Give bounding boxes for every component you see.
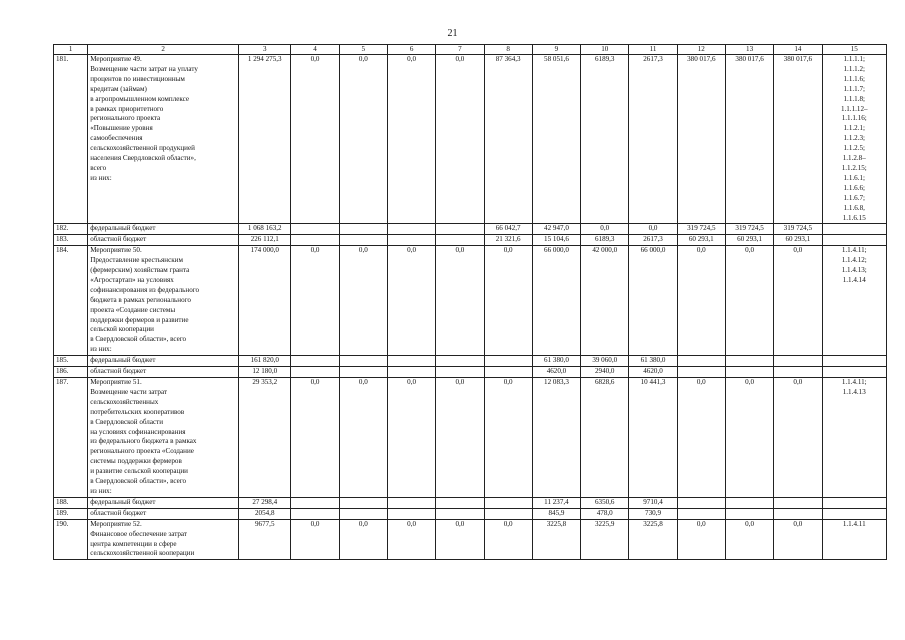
row-code-line: 1.1.2.15; <box>841 163 867 172</box>
row-name-line: сельскохозяйственной кооперации <box>90 549 195 558</box>
row-name-line: на условиях софинансирования <box>90 427 186 436</box>
row-name-line: федеральный бюджет <box>90 356 156 365</box>
row-value <box>339 508 387 519</box>
row-value: 42 947,0 <box>532 224 580 235</box>
row-number: 184. <box>54 246 88 356</box>
row-value: 66 000,0 <box>629 246 677 356</box>
row-name-line: самообеспечения <box>90 134 143 143</box>
row-value: 1 294 275,3 <box>239 55 291 224</box>
row-codes <box>822 55 887 224</box>
row-value: 0,0 <box>436 378 484 498</box>
row-codes <box>822 235 887 246</box>
table-row <box>54 55 887 224</box>
row-name <box>88 508 239 519</box>
row-value <box>484 367 532 378</box>
row-value: 0,0 <box>436 55 484 224</box>
column-header: 9 <box>532 45 580 55</box>
row-value: 0,0 <box>387 519 435 560</box>
row-value: 9677,5 <box>239 519 291 560</box>
row-name-line: Мероприятие 49. <box>90 55 142 63</box>
row-value: 0,0 <box>774 246 822 356</box>
row-value: 39 060,0 <box>581 356 629 367</box>
row-name-line: сельской кооперации <box>90 325 154 334</box>
row-value: 60 293,1 <box>677 235 725 246</box>
row-value: 0,0 <box>387 378 435 498</box>
row-name-line: Возмещение части затрат <box>90 387 168 396</box>
row-value: 11 237,4 <box>532 497 580 508</box>
row-value <box>291 508 339 519</box>
row-name-line: в рамках приоритетного <box>90 104 164 113</box>
row-value <box>677 367 725 378</box>
row-value: 0,0 <box>677 378 725 498</box>
row-value: 0,0 <box>581 224 629 235</box>
row-name-line: сельскохозяйственных <box>90 397 159 406</box>
row-code-line: 1.1.4.11; <box>841 378 867 386</box>
row-name-line: Возмещение части затрат на уплату <box>90 64 198 73</box>
row-value: 0,0 <box>436 246 484 356</box>
row-number: 182. <box>54 224 88 235</box>
row-value <box>339 224 387 235</box>
row-code-line: 1.1.1.6; <box>843 74 865 83</box>
column-header: 11 <box>629 45 677 55</box>
row-value: 2617,3 <box>629 235 677 246</box>
row-value: 12 180,0 <box>239 367 291 378</box>
row-name-line: центра компетенции в сфере <box>90 539 177 548</box>
row-value: 0,0 <box>387 246 435 356</box>
row-name-line: поддержки фермеров и развитие <box>90 315 189 324</box>
row-value <box>436 224 484 235</box>
row-value: 730,9 <box>629 508 677 519</box>
row-name-line: (фермерским) хозяйствам гранта <box>90 266 190 275</box>
row-value <box>291 224 339 235</box>
row-value: 0,0 <box>291 55 339 224</box>
page-number: 21 <box>447 28 458 39</box>
row-value <box>339 367 387 378</box>
row-name-line: сельскохозяйственной продукцией <box>90 144 195 153</box>
row-value <box>677 508 725 519</box>
row-code-line: 1.1.1.7; <box>843 84 865 93</box>
row-value: 21 321,6 <box>484 235 532 246</box>
column-header: 12 <box>677 45 725 55</box>
table-row <box>54 224 887 235</box>
column-header: 10 <box>581 45 629 55</box>
row-codes <box>822 224 887 235</box>
row-value: 319 724,5 <box>677 224 725 235</box>
row-code-line: 1.1.4.12; <box>841 256 867 265</box>
table-row <box>54 246 887 356</box>
row-number: 183. <box>54 235 88 246</box>
row-value: 0,0 <box>725 378 773 498</box>
table-row <box>54 378 887 498</box>
row-value <box>484 356 532 367</box>
row-value: 4620,0 <box>532 367 580 378</box>
row-name <box>88 356 239 367</box>
row-name-line: федеральный бюджет <box>90 224 156 233</box>
row-codes <box>822 367 887 378</box>
row-name-line: областной бюджет <box>90 235 147 244</box>
row-name-line: регионального проекта <box>90 114 161 123</box>
row-value <box>387 224 435 235</box>
row-value <box>387 356 435 367</box>
row-name-line: из них: <box>90 345 112 354</box>
row-value: 6350,6 <box>581 497 629 508</box>
row-value: 60 293,1 <box>725 235 773 246</box>
row-value <box>774 367 822 378</box>
row-number: 187. <box>54 378 88 498</box>
row-name-line: процентов по инвестиционным <box>90 74 185 83</box>
row-name-line: «Повышение уровня <box>90 124 153 133</box>
row-value: 226 112,1 <box>239 235 291 246</box>
row-value: 380 017,6 <box>677 55 725 224</box>
row-name-line: в Свердловской области», всего <box>90 335 187 344</box>
row-value: 0,0 <box>484 246 532 356</box>
row-value: 380 017,6 <box>725 55 773 224</box>
row-value: 87 364,3 <box>484 55 532 224</box>
row-value: 3225,8 <box>532 519 580 560</box>
column-header: 2 <box>88 45 239 55</box>
row-number: 186. <box>54 367 88 378</box>
row-codes <box>822 378 887 498</box>
row-name-line: областной бюджет <box>90 508 147 517</box>
row-value: 6828,6 <box>581 378 629 498</box>
row-codes <box>822 356 887 367</box>
row-value: 174 000,0 <box>239 246 291 356</box>
row-name-line: из них: <box>90 486 112 495</box>
row-value <box>291 235 339 246</box>
row-name-line: из них: <box>90 173 112 182</box>
row-name <box>88 246 239 356</box>
row-value <box>677 497 725 508</box>
row-value <box>291 356 339 367</box>
row-name <box>88 224 239 235</box>
row-value: 29 353,2 <box>239 378 291 498</box>
row-value: 0,0 <box>677 246 725 356</box>
row-value <box>436 508 484 519</box>
table-body <box>54 55 887 560</box>
row-value: 66 000,0 <box>532 246 580 356</box>
row-value <box>387 497 435 508</box>
column-header: 1 <box>54 45 88 55</box>
row-value: 0,0 <box>339 519 387 560</box>
row-code-line: 1.1.4.11 <box>842 519 866 528</box>
row-name-line: Мероприятие 52. <box>90 519 142 528</box>
column-header: 7 <box>436 45 484 55</box>
row-code-line: 1.1.4.11; <box>841 246 867 255</box>
row-code-line: 1.1.1.8; <box>843 94 865 103</box>
row-value: 60 293,1 <box>774 235 822 246</box>
row-name-line: Предоставление крестьянским <box>90 256 183 265</box>
row-code-line: 1.1.4.13; <box>841 266 867 275</box>
row-name <box>88 367 239 378</box>
row-value: 9710,4 <box>629 497 677 508</box>
row-value <box>677 356 725 367</box>
row-codes <box>822 246 887 356</box>
row-value: 2054,8 <box>239 508 291 519</box>
row-value: 66 042,7 <box>484 224 532 235</box>
row-number: 188. <box>54 497 88 508</box>
column-header: 3 <box>239 45 291 55</box>
row-name-line: софинансирования из федерального <box>90 285 200 294</box>
row-value: 0,0 <box>725 246 773 356</box>
table-row <box>54 508 887 519</box>
row-value <box>387 508 435 519</box>
row-value: 0,0 <box>725 519 773 560</box>
row-code-line: 1.1.1.1; <box>843 55 865 63</box>
row-name-line: и развитие сельской кооперации <box>90 467 188 476</box>
row-value <box>774 508 822 519</box>
row-code-line: 1.1.2.1; <box>843 124 865 133</box>
row-value: 319 724,5 <box>725 224 773 235</box>
row-value: 0,0 <box>484 519 532 560</box>
row-value: 0,0 <box>339 55 387 224</box>
row-value: 61 380,0 <box>532 356 580 367</box>
row-value <box>291 367 339 378</box>
column-header: 4 <box>291 45 339 55</box>
row-value: 3225,8 <box>629 519 677 560</box>
row-value: 3225,9 <box>581 519 629 560</box>
row-value <box>339 356 387 367</box>
row-value: 380 017,6 <box>774 55 822 224</box>
row-value: 58 051,6 <box>532 55 580 224</box>
row-value <box>339 235 387 246</box>
table-row <box>54 235 887 246</box>
row-value: 42 000,0 <box>581 246 629 356</box>
row-value <box>436 367 484 378</box>
row-value: 27 298,4 <box>239 497 291 508</box>
row-value: 6189,3 <box>581 235 629 246</box>
row-value: 0,0 <box>339 378 387 498</box>
row-value: 0,0 <box>339 246 387 356</box>
row-name-line: всего <box>90 163 107 172</box>
row-value: 0,0 <box>436 519 484 560</box>
table-row <box>54 367 887 378</box>
row-code-line: 1.1.1.12– <box>840 104 868 113</box>
row-value <box>436 235 484 246</box>
row-name-line: Мероприятие 51. <box>90 378 142 386</box>
column-header: 13 <box>725 45 773 55</box>
row-value <box>725 356 773 367</box>
column-header: 15 <box>822 45 887 55</box>
row-name-line: бюджета в рамках регионального <box>90 295 191 304</box>
table-row <box>54 519 887 560</box>
row-number: 185. <box>54 356 88 367</box>
row-codes <box>822 519 887 560</box>
row-value: 0,0 <box>291 378 339 498</box>
row-value: 319 724,5 <box>774 224 822 235</box>
row-name <box>88 235 239 246</box>
row-value <box>387 235 435 246</box>
table-row <box>54 356 887 367</box>
row-value <box>436 356 484 367</box>
row-value: 15 104,6 <box>532 235 580 246</box>
row-value: 0,0 <box>387 55 435 224</box>
row-code-line: 1.1.6.1; <box>843 173 865 182</box>
row-code-line: 1.1.6.8, <box>843 203 865 212</box>
row-value: 2617,3 <box>629 55 677 224</box>
row-name-line: из федерального бюджета в рамках <box>90 437 197 446</box>
row-name-line: в Свердловской области <box>90 417 164 426</box>
row-name-line: регионального проекта «Создание <box>90 447 194 456</box>
column-header: 6 <box>387 45 435 55</box>
row-value: 0,0 <box>677 519 725 560</box>
table-row <box>54 497 887 508</box>
row-value <box>484 508 532 519</box>
row-code-line: 1.1.6.6; <box>843 183 865 192</box>
row-value <box>774 356 822 367</box>
row-codes <box>822 497 887 508</box>
row-value: 0,0 <box>291 246 339 356</box>
row-code-line: 1.1.2.5; <box>843 144 865 153</box>
row-value <box>436 497 484 508</box>
row-code-line: 1.1.1.2; <box>843 64 865 73</box>
row-codes <box>822 508 887 519</box>
row-name-line: населения Свердловской области», <box>90 154 196 163</box>
row-value: 0,0 <box>774 378 822 498</box>
row-name <box>88 497 239 508</box>
header-row <box>54 45 887 55</box>
column-header: 8 <box>484 45 532 55</box>
row-value: 161 820,0 <box>239 356 291 367</box>
row-code-line: 1.1.4.13 <box>842 387 866 396</box>
row-name-line: в агропромышленном комплексе <box>90 94 190 103</box>
row-value <box>725 497 773 508</box>
row-value: 12 083,3 <box>532 378 580 498</box>
row-value: 0,0 <box>291 519 339 560</box>
row-value: 0,0 <box>774 519 822 560</box>
row-value: 845,9 <box>532 508 580 519</box>
row-value <box>291 497 339 508</box>
row-value: 61 380,0 <box>629 356 677 367</box>
row-name-line: кредитам (займам) <box>90 84 147 93</box>
row-value: 1 068 163,2 <box>239 224 291 235</box>
row-name <box>88 55 239 224</box>
row-code-line: 1.1.2.8– <box>842 154 866 163</box>
row-name-line: в Свердловской области», всего <box>90 477 187 486</box>
row-number: 190. <box>54 519 88 560</box>
row-value: 6189,3 <box>581 55 629 224</box>
row-name-line: потребительских кооперативов <box>90 407 185 416</box>
row-name <box>88 519 239 560</box>
row-name-line: областной бюджет <box>90 367 147 376</box>
budget-table <box>53 44 887 560</box>
row-value <box>339 497 387 508</box>
column-header: 14 <box>774 45 822 55</box>
row-value: 4620,0 <box>629 367 677 378</box>
row-value <box>725 508 773 519</box>
row-name-line: федеральный бюджет <box>90 497 156 506</box>
row-name <box>88 378 239 498</box>
column-header: 5 <box>339 45 387 55</box>
row-code-line: 1.1.6.15 <box>842 213 866 222</box>
row-name-line: Финансовое обеспечение затрат <box>90 529 187 538</box>
row-value <box>774 497 822 508</box>
row-name-line: Мероприятие 50. <box>90 246 142 255</box>
row-number: 189. <box>54 508 88 519</box>
row-number: 181. <box>54 55 88 224</box>
row-name-line: проекта «Создание системы <box>90 305 176 314</box>
row-value: 478,0 <box>581 508 629 519</box>
row-value: 2940,0 <box>581 367 629 378</box>
row-code-line: 1.1.1.16; <box>841 114 867 123</box>
row-code-line: 1.1.2.3; <box>843 134 865 143</box>
row-value <box>725 367 773 378</box>
row-code-line: 1.1.4.14 <box>842 275 866 284</box>
row-value: 10 441,3 <box>629 378 677 498</box>
row-value <box>387 367 435 378</box>
row-value: 0,0 <box>629 224 677 235</box>
row-value <box>484 497 532 508</box>
row-value: 0,0 <box>484 378 532 498</box>
row-name-line: системы поддержки фермеров <box>90 457 182 466</box>
row-code-line: 1.1.6.7; <box>843 193 865 202</box>
row-name-line: «Агростартап» на условиях <box>90 275 174 284</box>
